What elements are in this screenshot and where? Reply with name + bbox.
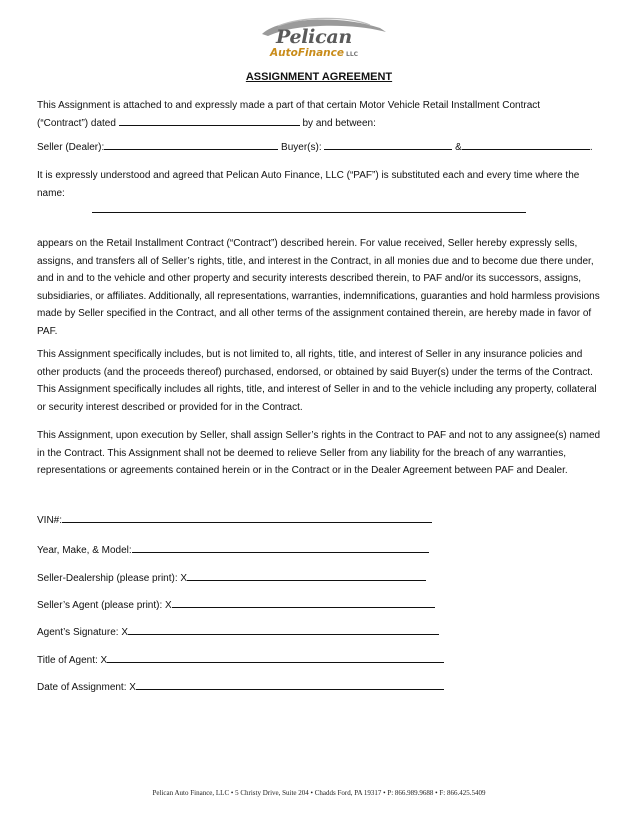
assignment-date-field: Date of Assignment: X	[37, 679, 444, 694]
agent-title-field: Title of Agent: X	[37, 652, 444, 667]
parties-line: Seller (Dealer): Buyer(s): & .	[37, 139, 607, 157]
vin-line[interactable]	[62, 512, 432, 523]
seller-dealer-line[interactable]	[104, 139, 278, 150]
logo-word-pelican: Pelican	[276, 26, 352, 48]
includes-paragraph: This Assignment specifically includes, but is not limited to, all rights, title, and interest of Seller in any insurance policies and other products (and the proceeds thereof) purchased, endorsed, or obtained by said Buyer(s) under the terms of the Contract. This Assignment specifically includes all rights, title, and interest of Seller in and to the vehicle including any property, collateral or security interest described or provided for in the Contract.	[37, 349, 597, 413]
substitution-paragraph: It is expressly understood and agreed that Pelican Auto Finance, LLC (“PAF”) is substituted each and every time where the name:	[37, 170, 580, 199]
pelican-logo	[248, 12, 398, 62]
seller-agent-field: Seller’s Agent (please print): X	[37, 597, 435, 612]
seller-agent-line[interactable]	[172, 597, 435, 608]
agent-signature-field: Agent’s Signature: X	[37, 624, 439, 639]
agent-title-line[interactable]	[107, 652, 444, 663]
seller-dealership-field: Seller-Dealership (please print): X	[37, 570, 426, 585]
execution-paragraph: This Assignment, upon execution by Seller, shall assign Seller’s rights in the Contract to PAF and not to any assignee(s) named in the Contract. This Assignment shall not be deemed to relieve Seller from any liability for the breach of any warranties, representations or agreements contained herein or in the Contract or in the Dealer Agreement between PAF and Dealer.	[37, 430, 601, 477]
vin-field: VIN#:	[37, 512, 432, 527]
logo-word-autofinance: AutoFinance LLC	[270, 47, 359, 59]
document-title: ASSIGNMENT AGREEMENT	[245, 71, 393, 83]
sale-assignment-paragraph: appears on the Retail Installment Contract (“Contract”) described herein. For value received, Seller hereby expressly sells, assigns, and transfers all of Seller’s rights, title, and interest in the Contract, in all monies due and to become due there under, and in and to the vehicle and other property and security interests described therein, to PAF and/or its successors, assigns, subsidiaries, or affiliates. Additionally, all representations, warranties, indemnifications, guaranties and hold harmless provisions made by Seller specified in the Contract, and all other terms of the assignment contained therein, are hereby made in favor of PAF.	[37, 238, 600, 337]
assignment-date-line[interactable]	[136, 679, 444, 690]
buyer-1-line[interactable]	[324, 139, 452, 150]
seller-dealership-line[interactable]	[187, 570, 426, 581]
buyer-2-line[interactable]	[462, 139, 590, 150]
year-make-model-line[interactable]	[132, 542, 429, 553]
year-make-model-field: Year, Make, & Model:	[37, 542, 429, 557]
substituted-name-line[interactable]	[92, 212, 526, 213]
intro-paragraph: This Assignment is attached to and expressly made a part of that certain Motor Vehicle Retail Installment Contract (“Contract”) dated by and between:	[37, 100, 541, 129]
footer-contact: Pelican Auto Finance, LLC • 5 Christy Drive, Suite 204 • Chadds Ford, PA 19317 • P: 866.989.9688 • F: 866.425.5409	[152, 789, 486, 797]
contract-date-line[interactable]	[119, 115, 300, 126]
agent-signature-line[interactable]	[128, 624, 439, 635]
